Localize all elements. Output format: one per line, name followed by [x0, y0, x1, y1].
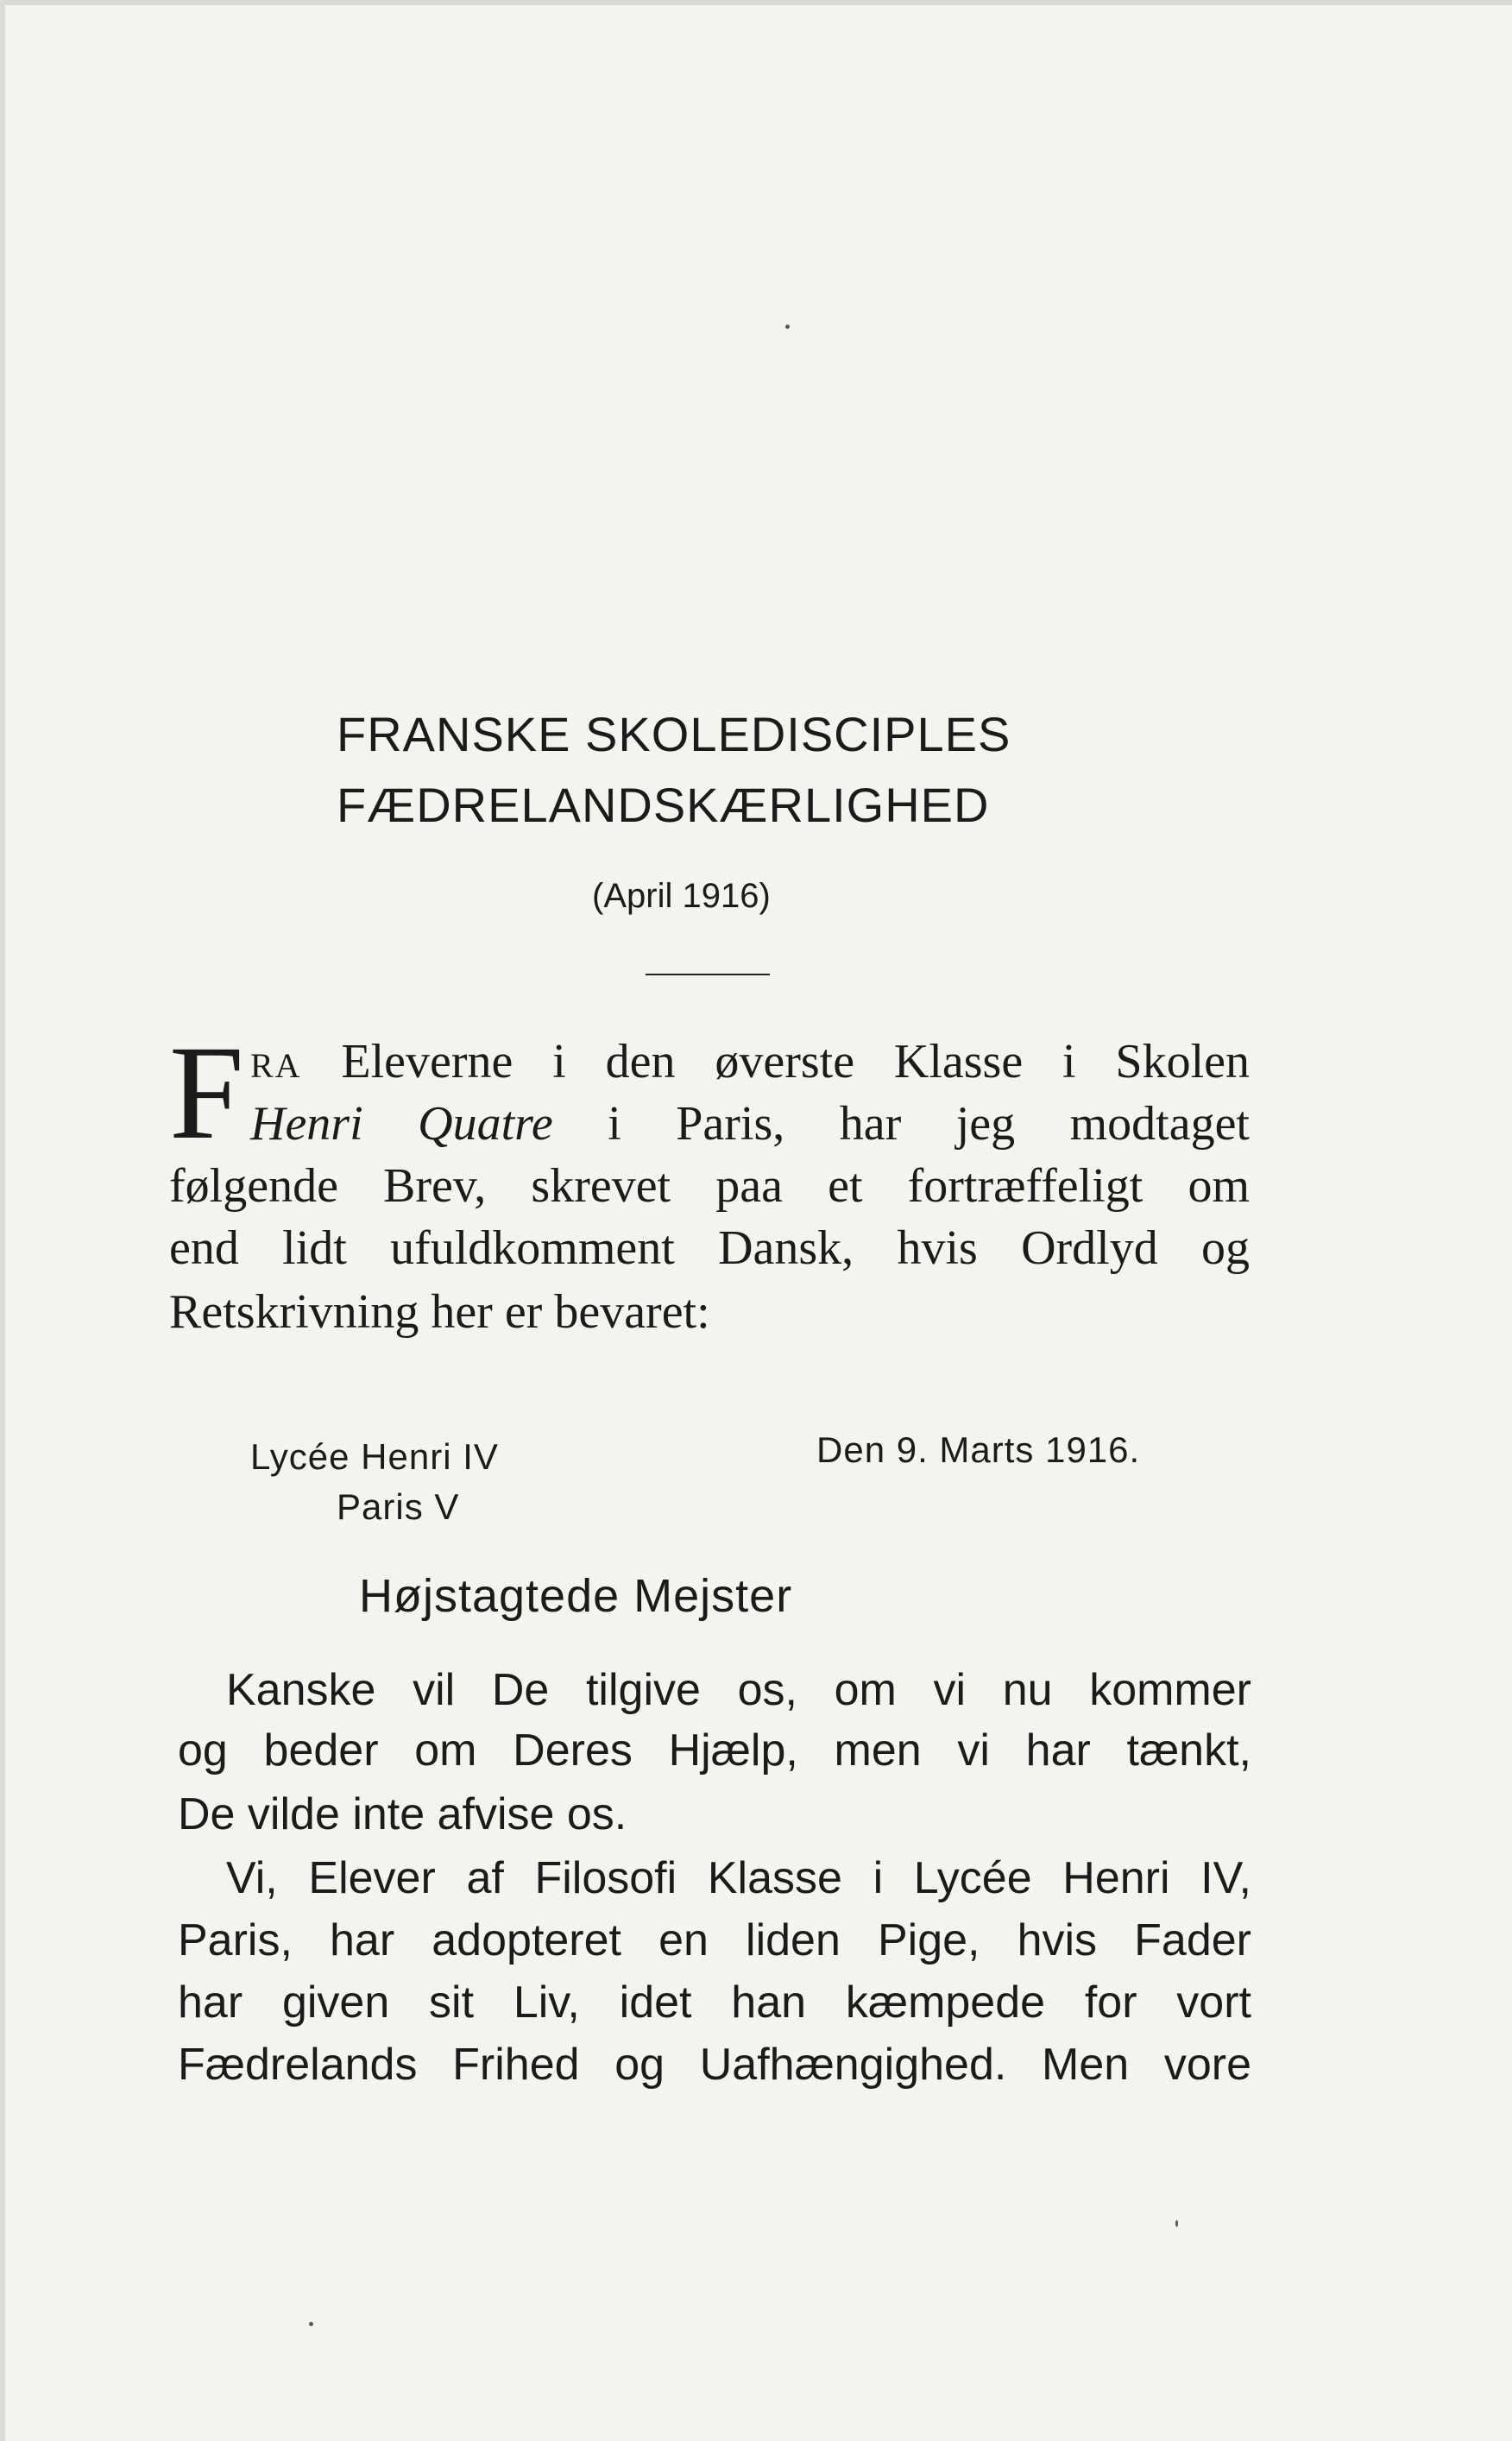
- letter-line: Vi, Elever af Filosofi Klasse i Lycée Henri IV,: [226, 1853, 1251, 1903]
- title-date: (April 1916): [592, 877, 771, 915]
- paper-speck: [1175, 2220, 1178, 2227]
- letter-line: og beder om Deres Hjælp, men vi har tænkt,: [178, 1725, 1251, 1776]
- paper-speck: [309, 2322, 313, 2326]
- letter-line: Fædrelands Frihed og Uafhængighed. Men vore: [178, 2040, 1251, 2090]
- letter-address-line-2: Paris V: [337, 1486, 460, 1527]
- intro-line-4: end lidt ufuldkomment Dansk, hvis Ordlyd og: [169, 1221, 1250, 1275]
- letter-line: De vilde inte afvise os.: [178, 1789, 627, 1839]
- intro-line-3: følgende Brev, skrevet paa et fortræffeligt om: [169, 1159, 1250, 1213]
- letter-date: Den 9. Marts 1916.: [816, 1429, 1141, 1470]
- section-rule: [646, 974, 770, 975]
- intro-line-2-text: i Paris, har jeg modtaget: [552, 1097, 1250, 1151]
- letter-line: Kanske vil De tilgive os, om vi nu kommer: [226, 1665, 1251, 1715]
- intro-line-2: [250, 1098, 1250, 1150]
- intro-smallcaps: RA: [250, 1046, 302, 1085]
- letter-address-line-1: Lycée Henri IV: [250, 1436, 499, 1477]
- title-line-2: FÆDRELANDSKÆRLIGHED: [337, 778, 990, 832]
- letter-salutation: Højstagtede Mejster: [359, 1570, 793, 1622]
- intro-line-1: [250, 1036, 1250, 1092]
- paper-speck: [785, 325, 790, 329]
- letter-line: har given sit Liv, idet han kæmpede for vort: [178, 1977, 1251, 2028]
- school-name: Henri Quatre: [250, 1097, 553, 1151]
- title-line-1: FRANSKE SKOLEDISCIPLES: [337, 707, 1011, 761]
- page-edge-top: [0, 0, 1512, 5]
- drop-cap: F: [169, 1018, 244, 1167]
- intro-line-5: Retskrivning her er bevaret:: [169, 1285, 710, 1339]
- letter-line: Paris, har adopteret en liden Pige, hvis Fader: [178, 1915, 1251, 1965]
- page-edge-left: [0, 0, 5, 2441]
- intro-line-1-text: Eleverne i den øverste Klasse i Skolen: [301, 1035, 1250, 1088]
